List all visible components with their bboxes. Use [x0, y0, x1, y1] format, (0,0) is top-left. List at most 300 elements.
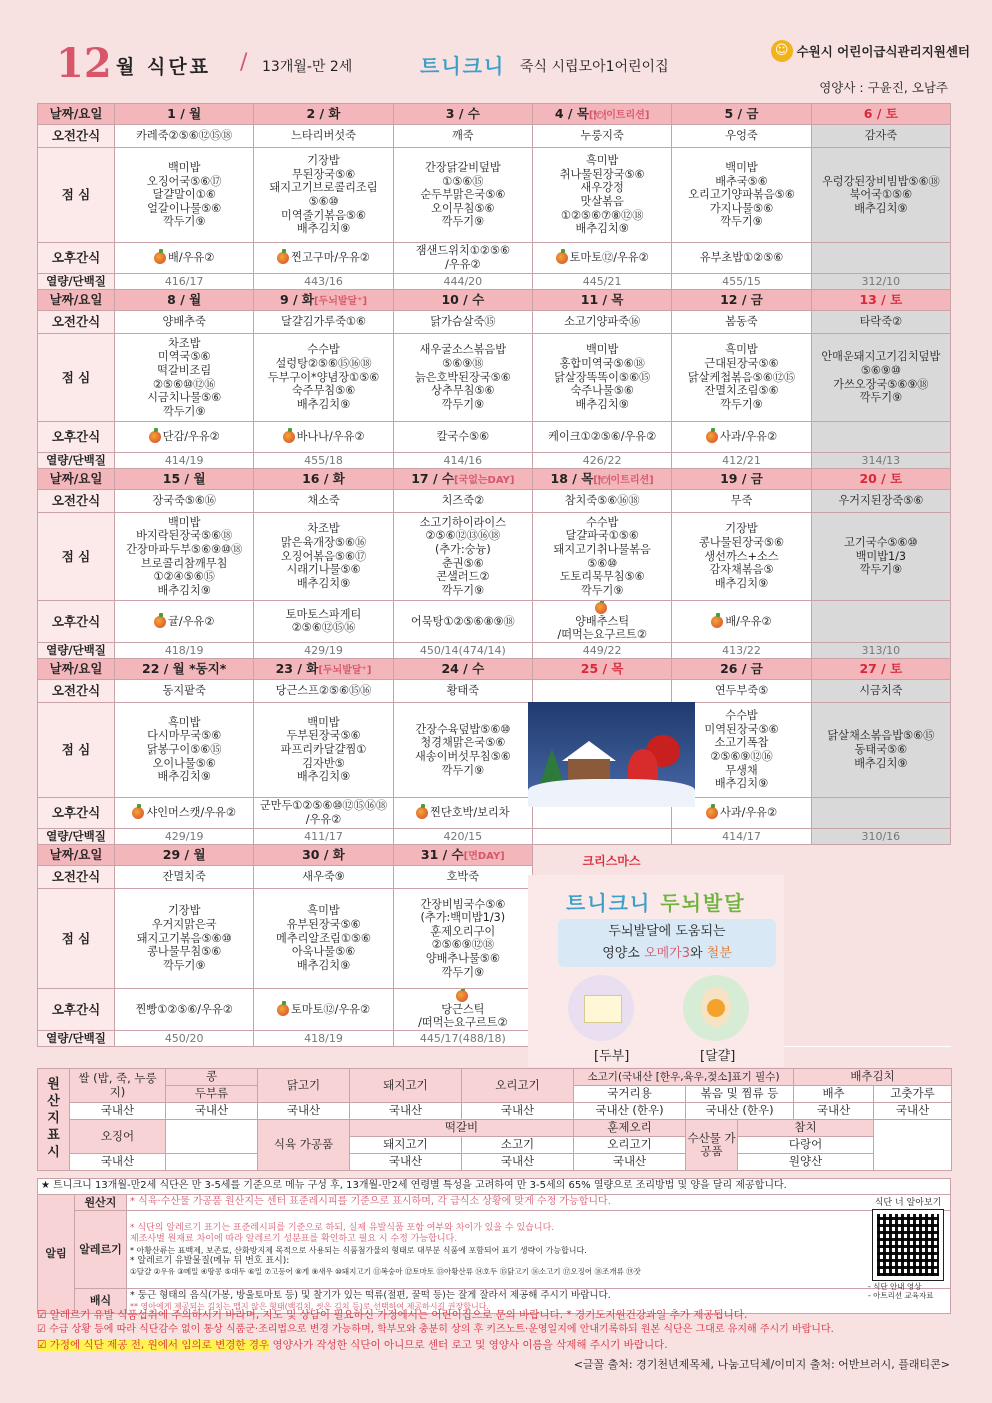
- pm-snack-item: 단감/우유②: [162, 430, 220, 444]
- am-snack-row: [38, 125, 951, 148]
- lunch-item: 두부구이*양념장①⑤⑥: [267, 370, 380, 384]
- pm-snack-item: 사과/우유②: [719, 806, 777, 820]
- date-cell: [393, 290, 532, 311]
- pm-snack-label: 오후간식: [38, 243, 115, 274]
- date-cell: [811, 469, 950, 490]
- origin-smoked-sub: 오리고기: [574, 1137, 686, 1154]
- fruit-icon: [456, 990, 468, 1002]
- pm-snack-label: 오후간식: [38, 601, 115, 643]
- date-row: [38, 844, 951, 865]
- lunch-item: 깍두기⑨: [580, 583, 624, 597]
- fruit-icon: [277, 252, 289, 264]
- kcal-cell: [532, 828, 671, 844]
- lunch-item: 깍두기⑨: [162, 958, 206, 972]
- fruit-icon: [154, 616, 166, 628]
- lunch-item: 양배추나물⑤⑥: [425, 952, 500, 966]
- lunch-item: 닭봉구이⑤⑥⑮: [146, 743, 222, 757]
- lunch-cell: [115, 334, 254, 422]
- lunch-item: 콘샐러드②: [436, 570, 490, 584]
- promo-text: [558, 919, 776, 967]
- lunch-cell: [393, 334, 532, 422]
- lunch-cell: [254, 888, 393, 988]
- origin-table: [37, 1068, 952, 1171]
- pm-snack-label: 오후간식: [38, 422, 115, 453]
- notes-allergy-label: 알레르기: [75, 1211, 127, 1289]
- am-snack-cell: 치즈죽②: [393, 490, 532, 513]
- lunch-item: 잔멸치조림⑤⑥: [704, 384, 779, 398]
- lunch-item: 배추김치⑨: [296, 397, 351, 411]
- lunch-item: 늙은호박된장국⑤⑥: [414, 370, 511, 384]
- kcal-cell: 429/19: [115, 828, 254, 844]
- pm-snack-item: 케이크①②⑤⑥/우유②: [548, 430, 657, 444]
- kcal-label: 열량/단백질: [38, 274, 115, 290]
- lunch-item: 북어국①⑤⑥: [849, 188, 913, 202]
- fruit-icon: [416, 807, 428, 819]
- date-text: 12 / 금: [720, 292, 763, 308]
- lunch-item: 취나물된장국⑤⑥: [559, 167, 645, 181]
- origin-bean-header: 콩: [166, 1069, 258, 1086]
- origin-beef-sub1: 국거리용: [574, 1086, 686, 1103]
- lunch-item: 배추김치⑨: [714, 777, 769, 791]
- lunch-label: 점 심: [38, 148, 115, 243]
- pm-snack-row: [38, 243, 951, 274]
- lunch-item: ②⑤⑥⑫⑬⑯⑱: [425, 529, 501, 543]
- lunch-item: 닭살채소볶음밥⑤⑥⑮: [827, 729, 935, 743]
- am-snack-label: 오전간식: [38, 311, 115, 334]
- promo-box: [528, 875, 784, 1067]
- fruit-icon: [706, 807, 718, 819]
- lunch-item: 수수밥: [725, 709, 758, 722]
- date-cell: [393, 844, 532, 865]
- date-cell: [672, 469, 811, 490]
- page-header: [30, 40, 970, 100]
- tofu-label: [두부]: [594, 1049, 630, 1064]
- lunch-item: 가지나물⑤⑥: [709, 201, 774, 215]
- am-snack-cell: 타락죽②: [811, 311, 950, 334]
- kcal-cell: 412/21: [672, 453, 811, 469]
- promo-title-brand: 트니크니: [566, 891, 652, 915]
- kcal-cell: 445/21: [532, 274, 671, 290]
- pm-snack-item: 어묵탕①②⑤⑥⑧⑨⑱: [410, 614, 515, 628]
- lunch-label: 점 심: [38, 334, 115, 422]
- date-row-label: 날짜/요일: [38, 658, 115, 679]
- lunch-item: 흑미밥: [585, 154, 619, 168]
- origin-value: 국내산: [462, 1154, 574, 1171]
- date-row-label: 날짜/요일: [38, 290, 115, 311]
- origin-seafood-header: 수산물 가공품: [686, 1120, 738, 1171]
- lunch-item: 맛살볶음: [580, 195, 624, 208]
- notes-star: ★ 트니크니 13개월-만2세 식단은 만 3-5세를 기준으로 메뉴 구성 후, 13개월-만2세 연령별 특성을 고려하여 만 3-5세의 65% 열량으로 조리방법 및 양을 달리 제공합니다.: [38, 1179, 951, 1195]
- am-snack-cell: 카레죽②⑤⑥⑫⑮⑱: [115, 125, 254, 148]
- bottom-notes: [37, 1308, 951, 1353]
- date-cell: [811, 844, 950, 865]
- am-snack-cell: 잔멸치죽: [115, 865, 254, 888]
- serve-line: ** 영아에게 제공되는 김치는 맵지 않은 형태(백김치, 씻은 김치 등)로 선택하여 제공하시길 권장합니다.: [130, 1302, 489, 1312]
- pm-snack-row: [38, 797, 951, 828]
- am-snack-cell: 감자죽: [811, 125, 950, 148]
- dietitian: 영양사 : 구윤진, 오남주: [819, 80, 948, 95]
- lunch-item: 흑미밥: [167, 715, 201, 729]
- pm-snack-item: 사과/우유②: [719, 430, 777, 444]
- month-number: 12: [56, 40, 112, 87]
- pm-snack-item: 군만두①②⑤⑥⑩⑫⑮⑯⑱: [259, 799, 388, 813]
- lunch-cell: [532, 334, 671, 422]
- lunch-item: ①②⑤⑥⑦⑧⑫⑱: [560, 208, 644, 222]
- date-text: 22 / 월 *동지*: [142, 661, 227, 677]
- program-name: 죽식 시립모아1어린이집: [520, 59, 669, 75]
- lunch-item: 시금치나물⑤⑥: [147, 391, 222, 405]
- lunch-cell: [254, 702, 393, 797]
- origin-tteok-pork: 돼지고기: [350, 1137, 462, 1154]
- lunch-item: 미역국⑤⑥: [157, 350, 211, 364]
- date-cell: [115, 658, 254, 679]
- lunch-item: 배추김치⑨: [854, 201, 908, 215]
- date-row: [38, 290, 951, 311]
- notes-origin-label: 원산지: [75, 1194, 127, 1211]
- origin-rice-header: 쌀 (밥, 죽, 누룽지): [70, 1069, 166, 1103]
- qr-block: [868, 1195, 948, 1305]
- christmas-illustration: [528, 702, 695, 807]
- date-row: [38, 469, 951, 490]
- am-snack-cell: 장국죽⑤⑥⑯: [115, 490, 254, 513]
- theme-tag: [두뇌발달⁺]: [318, 664, 372, 676]
- kcal-cell: 310/16: [811, 828, 950, 844]
- lunch-item: 오리고기양파볶음⑤⑥: [688, 188, 795, 202]
- age-range: 13개월-만 2세: [262, 59, 353, 75]
- lunch-item: ⑤⑥⑩: [587, 556, 618, 570]
- date-cell: [672, 658, 811, 679]
- serve-line: * 둥근 형태의 음식(가봉, 방울토마토 등) 및 찰기가 있는 떡류(절편, 꿀떡 등)는 잘게 잘라서 제공해 주시기 바랍니다.: [130, 1290, 611, 1302]
- lunch-item: 흑미밥: [725, 343, 758, 357]
- origin-bean-sub: 두부류: [166, 1086, 258, 1103]
- lunch-item: 기장밥: [307, 154, 340, 168]
- am-snack-cell: 봄동죽: [672, 311, 811, 334]
- theme-tag: [면DAY]: [463, 850, 505, 862]
- origin-side-label: 원 산 지 표 시: [38, 1069, 70, 1171]
- lunch-item: 깍두기⑨: [859, 563, 903, 577]
- notes-origin-text: [127, 1194, 951, 1211]
- origin-value: 국내산: [874, 1103, 952, 1120]
- smile-icon: ☺: [771, 40, 793, 62]
- date-text: 4 / 목: [554, 105, 589, 121]
- allergy-line: 제조사별 원재료 차이에 따라 알레르기 성분표를 확인하고 필요 시 수정 가능합니다.: [130, 1234, 458, 1245]
- pm-snack-cell: [532, 422, 671, 453]
- lunch-item: ⑤⑥⑩: [308, 195, 339, 208]
- am-snack-cell: 우엉죽: [672, 125, 811, 148]
- kcal-cell: 455/15: [672, 274, 811, 290]
- lunch-item: 간장닭갈비덮밥: [424, 160, 501, 174]
- date-text: 6 / 토: [863, 106, 898, 122]
- date-cell: [393, 469, 532, 490]
- kcal-label: 열량/단백질: [38, 642, 115, 658]
- allergy-line: * 식단의 알레르기 표기는 표준레시피를 기준으로 하되, 실제 유발식품 포함 여부와 차이가 있을 수 있습니다.: [130, 1223, 555, 1234]
- lunch-item: 새우굴소스볶음밥: [419, 343, 507, 357]
- kcal-cell: 418/19: [254, 1030, 393, 1046]
- promo-word-and: 와: [689, 946, 703, 961]
- pm-snack-row: [38, 422, 951, 453]
- lunch-item: 가쓰오장국⑤⑥⑨⑱: [833, 377, 929, 391]
- pm-snack-item: 샤인머스캣/우유②: [146, 806, 236, 820]
- kcal-label: 열량/단백질: [38, 453, 115, 469]
- origin-value: 국내산: [574, 1154, 686, 1171]
- pm-snack-item: 찐빵①②⑤⑥/우유②: [135, 1002, 233, 1016]
- pm-snack-item: 토마토⑫/우유②: [569, 251, 649, 265]
- date-row-label: 날짜/요일: [38, 469, 115, 490]
- date-text: 31 / 수: [420, 846, 464, 862]
- lunch-item: 숙주나물⑤⑥: [570, 384, 634, 398]
- origin-spacer: [166, 1154, 258, 1171]
- lunch-item: 다시마무국⑤⑥: [147, 729, 222, 743]
- kcal-cell: 445/17(488/18): [393, 1030, 532, 1046]
- date-cell: [532, 658, 671, 679]
- pm-snack-item: 칼국수⑤⑥: [436, 430, 490, 444]
- am-snack-cell: 무죽: [672, 490, 811, 513]
- lunch-item: 백미밥: [307, 715, 340, 729]
- date-cell: [532, 469, 671, 490]
- kcal-cell: 426/22: [532, 453, 671, 469]
- date-text: 2 / 화: [306, 106, 341, 122]
- christmas-label: 크리스마스: [582, 854, 641, 868]
- am-snack-cell: 참치죽⑤⑥⑯⑱: [532, 490, 671, 513]
- lunch-item: 도토리묵무침⑤⑥: [559, 570, 645, 584]
- pm-snack-item: 배/우유②: [168, 251, 215, 265]
- lunch-item: 브로콜리참깨무침: [140, 556, 228, 570]
- lunch-cell: [811, 513, 950, 601]
- lunch-item: 설렁탕②⑤⑥⑮⑯⑱: [275, 357, 372, 371]
- origin-tteok-header: 떡갈비: [350, 1120, 574, 1137]
- kcal-cell: 429/19: [254, 642, 393, 658]
- date-cell: [393, 658, 532, 679]
- am-snack-cell: 깨죽: [393, 125, 532, 148]
- am-snack-row: [38, 490, 951, 513]
- kcal-cell: 420/15: [393, 828, 532, 844]
- lunch-item: 훈제오리구이: [430, 924, 496, 938]
- fruit-icon: [595, 602, 607, 614]
- lunch-item: 달걀말이①⑥: [152, 188, 216, 202]
- promo-line1: 두뇌발달에 도움되는: [608, 924, 726, 939]
- am-snack-cell: 우거지된장죽⑤⑥: [811, 490, 950, 513]
- bottom-note-3-highlight: ☑ 가정에 식단 제공 전, 원에서 임의로 변경한 경우: [37, 1338, 270, 1351]
- date-cell: [811, 658, 950, 679]
- theme-tag: [국없는DAY]: [453, 474, 515, 486]
- lunch-item: 배추김치⑨: [296, 958, 351, 972]
- origin-beef-header: 소고기(국내산 [한우,육우,젖소]표기 필수): [574, 1069, 794, 1086]
- am-snack-cell: [532, 679, 671, 702]
- pm-snack-cell: [672, 601, 811, 643]
- credit-line: <글꼴 출처: 경기천년제목체, 나눔고딕체/이미지 출처: 어반브러시, 플래티콘>: [573, 1358, 950, 1371]
- lunch-item: 동태국⑤⑥: [854, 743, 908, 757]
- origin-spacer: [166, 1120, 258, 1154]
- kcal-row: [38, 274, 951, 290]
- origin-tteok-beef: 소고기: [462, 1137, 574, 1154]
- pm-snack-item: 토마토⑫/우유②: [290, 1002, 370, 1016]
- bottom-note-3: [37, 1338, 951, 1353]
- am-snack-cell: 동지팥죽: [115, 679, 254, 702]
- lunch-item: 안매운돼지고기김치덮밥: [821, 350, 941, 364]
- origin-value: 국내산: [258, 1103, 350, 1120]
- date-cell: [811, 290, 950, 311]
- pm-snack-cell: [254, 988, 393, 1030]
- egg-icon: [683, 975, 749, 1041]
- am-snack-label: 오전간식: [38, 865, 115, 888]
- lunch-item: ⑤⑥⑨⑩: [860, 363, 901, 377]
- theme-tag: [🍽이트리션]: [593, 474, 654, 486]
- date-cell: [254, 844, 393, 865]
- theme-tag: [두뇌발달⁺]: [313, 295, 368, 307]
- lunch-item: 배추김치⑨: [575, 397, 629, 411]
- pm-snack-cell: [254, 422, 393, 453]
- lunch-item: 차조밥: [307, 522, 340, 536]
- lunch-item: 상추무침⑤⑥: [431, 384, 495, 398]
- lunch-item: (추가:숭늉): [434, 542, 491, 556]
- am-snack-cell: 느타리버섯죽: [254, 125, 393, 148]
- pm-snack-item: 찐고구마/우유②: [291, 251, 370, 265]
- lunch-item: 맑은육개장⑤⑥⑯: [280, 536, 367, 550]
- pm-snack-item: ②⑤⑥⑫⑮⑯: [291, 621, 356, 635]
- kcal-row: [38, 828, 951, 844]
- lunch-cell: [672, 334, 811, 422]
- date-text: 9 / 화: [279, 291, 314, 307]
- lunch-item: 돼지고기브로콜리조림: [269, 181, 378, 195]
- pm-snack-item: 유부초밥①②⑤⑥: [699, 251, 784, 265]
- pm-snack-cell: [393, 797, 532, 828]
- lunch-item: 파프리카달걀찜①: [280, 743, 367, 757]
- lunch-item: 고기국수⑤⑥⑩: [844, 536, 918, 550]
- kcal-cell: 416/17: [115, 274, 254, 290]
- promo-line2: [558, 943, 776, 965]
- kcal-cell: 449/22: [532, 642, 671, 658]
- center-name: 수원시 어린이급식관리지원센터: [796, 44, 970, 59]
- roof-shape: [562, 741, 616, 761]
- lunch-item: 얼갈이나물⑤⑥: [147, 201, 222, 215]
- am-snack-cell: 당근스프②⑤⑥⑮⑯: [254, 679, 393, 702]
- brand-name: 트니크니: [420, 54, 506, 78]
- pm-snack-cell: [254, 797, 393, 828]
- lunch-item: 깍두기⑨: [859, 391, 903, 405]
- am-snack-label: 오전간식: [38, 490, 115, 513]
- origin-value: 국내산: [350, 1154, 462, 1171]
- date-text: 8 / 월: [167, 292, 202, 308]
- lunch-cell: [393, 148, 532, 243]
- am-snack-cell: 누룽지죽: [532, 125, 671, 148]
- date-text: 29 / 월: [162, 847, 206, 863]
- lunch-item: 백미밥: [167, 515, 201, 529]
- date-row: [38, 658, 951, 679]
- am-snack-cell: [811, 865, 950, 888]
- date-text: 17 / 수: [411, 470, 454, 486]
- pm-snack-cell: [115, 797, 254, 828]
- origin-kimchi-sub1: 배추: [794, 1086, 874, 1103]
- kcal-cell: 418/19: [115, 642, 254, 658]
- lunch-item: 무생채: [725, 763, 758, 777]
- pm-snack-item: 잼샌드위치①②⑤⑥: [415, 244, 510, 258]
- lunch-item: 홍합미역국⑤⑥⑱: [559, 357, 645, 371]
- kcal-row: [38, 453, 951, 469]
- origin-value: 국내산: [70, 1103, 166, 1120]
- date-cell: [811, 104, 950, 125]
- lunch-label: 점 심: [38, 702, 115, 797]
- date-cell: [393, 104, 532, 125]
- pm-snack-cell: [115, 243, 254, 274]
- page-title: 월 식단표: [116, 56, 212, 78]
- am-snack-cell: 황태죽: [393, 679, 532, 702]
- lunch-item: 달걀파국①⑤⑥: [565, 529, 639, 543]
- bottom-note-1: ☑ 알레르기 유발 식품섭취에 주의하시기 바라며, 지도 및 상담이 필요하신 가정에서는 어린이집으로 문의 바랍니다. * 경기도지원건강과일 추가 제공됩니다.: [37, 1309, 748, 1321]
- lunch-item: 기장밥: [167, 904, 201, 918]
- lunch-item: 김자반⑤: [302, 756, 345, 770]
- origin-smoked-header: 훈제오리: [574, 1120, 686, 1137]
- allergy-line: * 알레르기 유발물질(메뉴 뒤 번호 표시):: [130, 1255, 290, 1266]
- lunch-item: ①⑤⑥⑮: [442, 174, 484, 188]
- pm-snack-cell: [672, 422, 811, 453]
- lunch-item: 새송이버섯무침⑤⑥: [414, 749, 511, 763]
- kcal-label: 열량/단백질: [38, 1030, 115, 1046]
- center-logo: [771, 40, 970, 62]
- am-snack-cell: 채소죽: [254, 490, 393, 513]
- lunch-item: 배추김치⑨: [296, 770, 351, 784]
- pm-snack-item: /떠먹는요구르트②: [418, 1016, 508, 1030]
- pm-snack-cell: [254, 601, 393, 643]
- origin-duck-header: 오리고기: [462, 1069, 574, 1103]
- kcal-cell: 411/17: [254, 828, 393, 844]
- date-cell: [254, 290, 393, 311]
- date-cell: [115, 290, 254, 311]
- lunch-cell: [393, 513, 532, 601]
- kcal-cell: 414/17: [672, 828, 811, 844]
- origin-value: 국내산 (한우): [574, 1103, 686, 1120]
- pm-snack-cell: [672, 243, 811, 274]
- lunch-item: 떡갈비조림: [157, 363, 212, 377]
- lunch-item: 간장비빔국수⑤⑥: [420, 897, 506, 911]
- lunch-item: 감자채볶음⑤: [709, 563, 774, 577]
- date-cell: [672, 104, 811, 125]
- lunch-item: 생선까스+소스: [704, 549, 779, 563]
- kcal-label: 열량/단백질: [38, 828, 115, 844]
- lunch-item: 미역된장국⑤⑥: [704, 722, 779, 736]
- pm-snack-cell: [532, 243, 671, 274]
- notes-allergy-text: [127, 1211, 951, 1289]
- egg-label: [달걀]: [700, 1049, 736, 1064]
- date-cell: [115, 104, 254, 125]
- lunch-item: 깍두기⑨: [441, 965, 485, 979]
- date-text: 20 / 토: [859, 471, 903, 487]
- lunch-label: 점 심: [38, 888, 115, 988]
- am-snack-row: [38, 679, 951, 702]
- origin-value: 국내산: [462, 1103, 574, 1120]
- fruit-icon: [706, 431, 718, 443]
- origin-chicken-header: 닭고기: [258, 1069, 350, 1103]
- lunch-item: ②⑤⑥⑨⑫⑯: [710, 749, 773, 763]
- lunch-item: 깍두기⑨: [720, 215, 763, 229]
- lunch-item: 깍두기⑨: [441, 763, 485, 777]
- kcal-row: [38, 642, 951, 658]
- pm-snack-item: 당근스틱: [441, 1002, 485, 1016]
- pm-snack-item: 귤/우유②: [168, 614, 215, 628]
- lunch-item: 배추김치⑨: [854, 756, 908, 770]
- fruit-icon: [283, 431, 295, 443]
- origin-blank: [874, 1120, 952, 1171]
- lunch-item: 배추김치⑨: [296, 576, 351, 590]
- date-cell: [115, 469, 254, 490]
- promo-title: [566, 887, 746, 916]
- qr-foot-2: - 아트리션 교육자료: [868, 1291, 934, 1300]
- pm-snack-item: /떠먹는요구르트②: [557, 628, 647, 642]
- date-cell: [532, 104, 671, 125]
- date-text: 26 / 금: [720, 661, 763, 677]
- kcal-cell: 443/16: [254, 274, 393, 290]
- qr-code[interactable]: [873, 1210, 943, 1280]
- lunch-item: 미역줄기볶음⑤⑥: [281, 208, 366, 222]
